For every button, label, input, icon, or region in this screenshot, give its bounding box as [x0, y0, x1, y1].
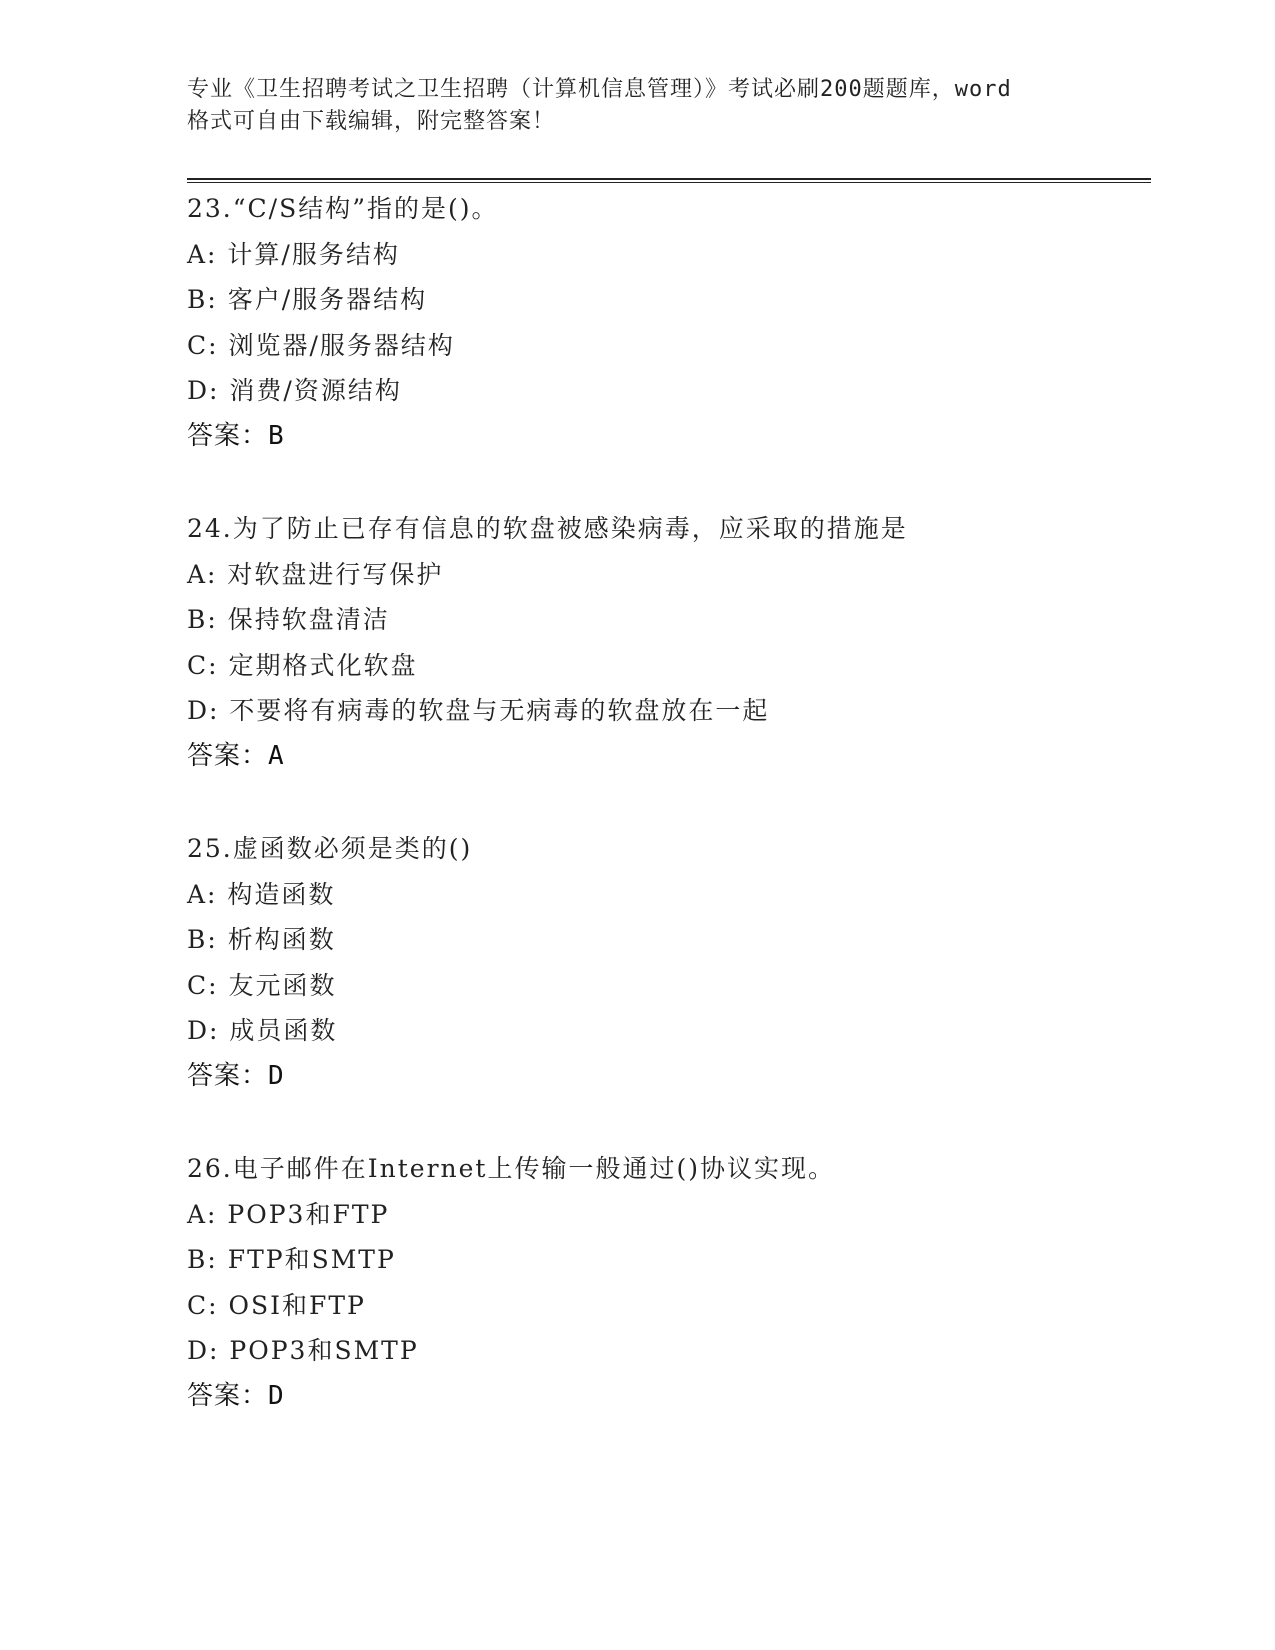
answer-label: 答案： [187, 1060, 269, 1091]
option-c: C: 浏览器/服务器结构 [187, 330, 455, 360]
question-25 [187, 826, 1147, 1099]
option-b: B: FTP和SMTP [187, 1245, 396, 1274]
option-c: C: 定期格式化软盘 [187, 650, 418, 680]
option-d: D: POP3和SMTP [187, 1336, 419, 1365]
question-24 [187, 506, 1147, 779]
option-a: A: 计算/服务结构 [187, 239, 400, 269]
question-stem: 24.为了防止已存有信息的软盘被感染病毒，应采取的措施是 [187, 514, 908, 543]
answer [187, 414, 1147, 460]
option-a: A: 对软盘进行写保护 [187, 559, 444, 589]
answer [187, 1374, 1147, 1420]
question-23 [187, 186, 1147, 459]
option-c: C: OSI和FTP [187, 1290, 366, 1320]
answer-label: 答案： [187, 1380, 269, 1411]
option-d: D: 不要将有病毒的软盘与无病毒的软盘放在一起 [187, 696, 770, 725]
header-title-line-2: 格式可自由下载编辑，附完整答案！ [187, 109, 556, 134]
question-stem: 26.电子邮件在Internet上传输一般通过()协议实现。 [187, 1154, 835, 1183]
option-a: A: 构造函数 [187, 879, 336, 909]
answer-value: D [268, 1380, 285, 1411]
answer [187, 1054, 1147, 1100]
answer-label: 答案： [187, 420, 269, 451]
header-title-line-1: 专业《卫生招聘考试之卫生招聘（计算机信息管理）》考试必刷200题题库，word [187, 77, 1012, 102]
option-b: B: 析构函数 [187, 925, 336, 954]
header-divider-thick [187, 178, 1151, 180]
answer-value: A [268, 740, 285, 771]
answer-value: B [268, 420, 285, 451]
option-b: B: 保持软盘清洁 [187, 605, 390, 634]
option-d: D: 消费/资源结构 [187, 376, 402, 405]
document-header [187, 74, 1087, 138]
answer [187, 734, 1147, 780]
question-stem: 25.虚函数必须是类的() [187, 834, 473, 863]
question-stem: 23.“C/S结构”指的是()。 [187, 194, 499, 223]
option-b: B: 客户/服务器结构 [187, 285, 428, 314]
option-c: C: 友元函数 [187, 970, 337, 1000]
answer-value: D [268, 1060, 285, 1091]
question-26 [187, 1146, 1147, 1419]
option-d: D: 成员函数 [187, 1016, 338, 1045]
option-a: A: POP3和FTP [187, 1199, 390, 1229]
header-divider-thin [187, 182, 1151, 183]
answer-label: 答案： [187, 740, 269, 771]
